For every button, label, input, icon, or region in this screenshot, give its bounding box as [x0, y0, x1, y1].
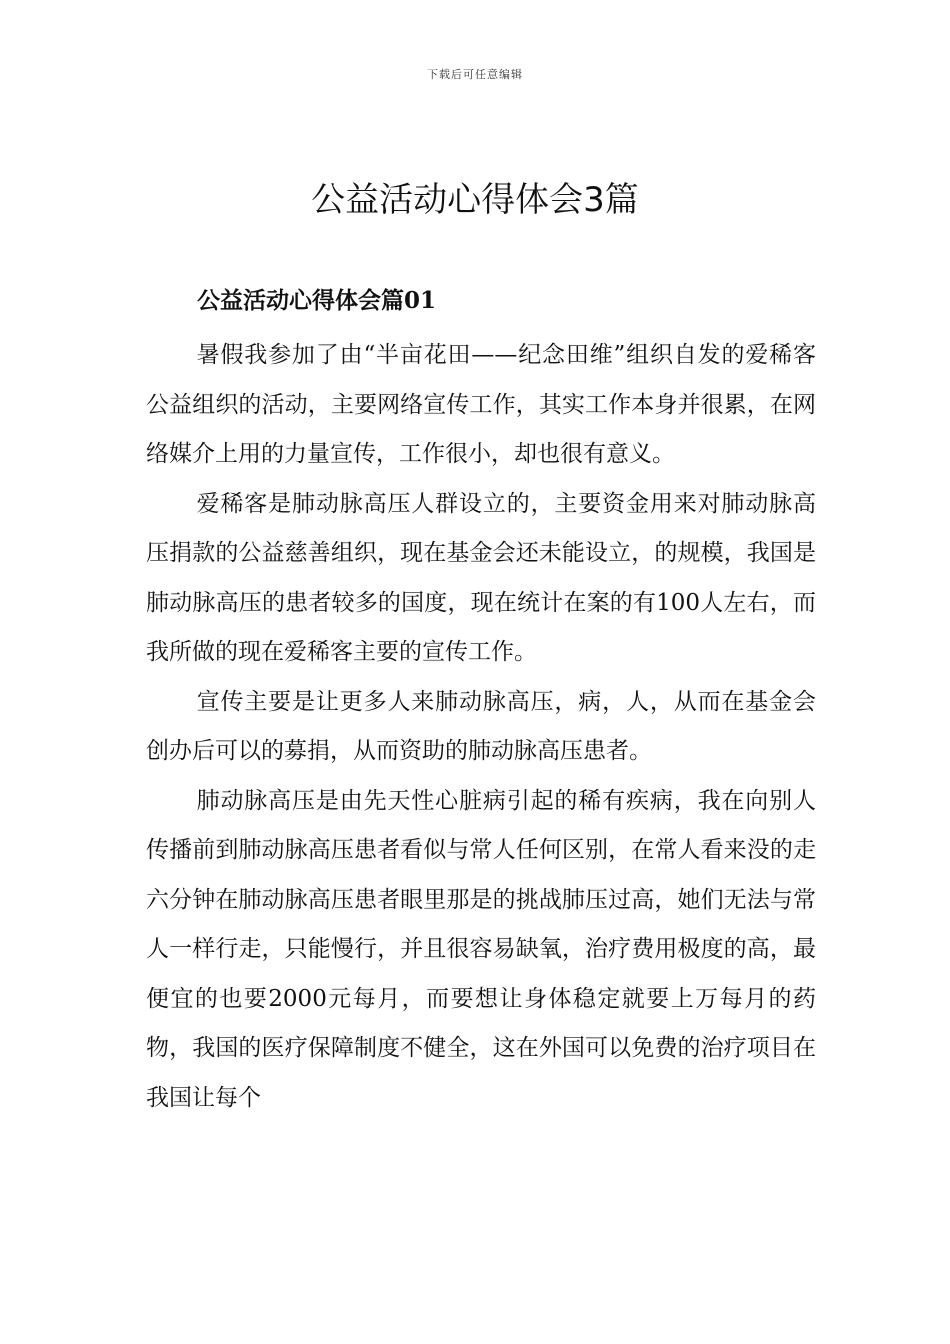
paragraph: 宣传主要是让更多人来肺动脉高压，病，人，从而在基金会创办后可以的募捐，从而资助的肺动脉高压患者。	[146, 688, 816, 764]
document-title: 公益活动心得体会3篇	[311, 180, 639, 220]
header-note: 下载后可任意编辑	[427, 68, 523, 81]
paragraph: 肺动脉高压是由先天性心脏病引起的稀有疾病，我在向别人传播前到肺动脉高压患者看似与常人任何区别，在常人看来没的走六分钟在肺动脉高压患者眼里那是的挑战肺压过高，她们无法与常人一样行走，只能慢行，并且很容易缺氧，治疗费用极度的高，最便宜的也要2000元每月，而要想让身体稳定就要上万每月的药物，我国的医疗保障制度不健全，这在外国可以免费的治疗项目在我国让每个	[146, 787, 816, 1111]
paragraph: 暑假我参加了由“半亩花田——纪念田维”组织自发的爱稀客公益组织的活动，主要网络宣传工作，其实工作本身并很累，在网络媒介上用的力量宣传，工作很小，却也很有意义。	[146, 342, 816, 467]
body-text	[146, 331, 816, 1123]
paragraph: 爱稀客是肺动脉高压人群设立的，主要资金用来对肺动脉高压捐款的公益慈善组织，现在基金会还未能设立，的规模，我国是肺动脉高压的患者较多的国度，现在统计在案的有100人左右，而我所做的现在爱稀客主要的宣传工作。	[146, 490, 816, 665]
section-heading: 公益活动心得体会篇01	[197, 287, 437, 314]
